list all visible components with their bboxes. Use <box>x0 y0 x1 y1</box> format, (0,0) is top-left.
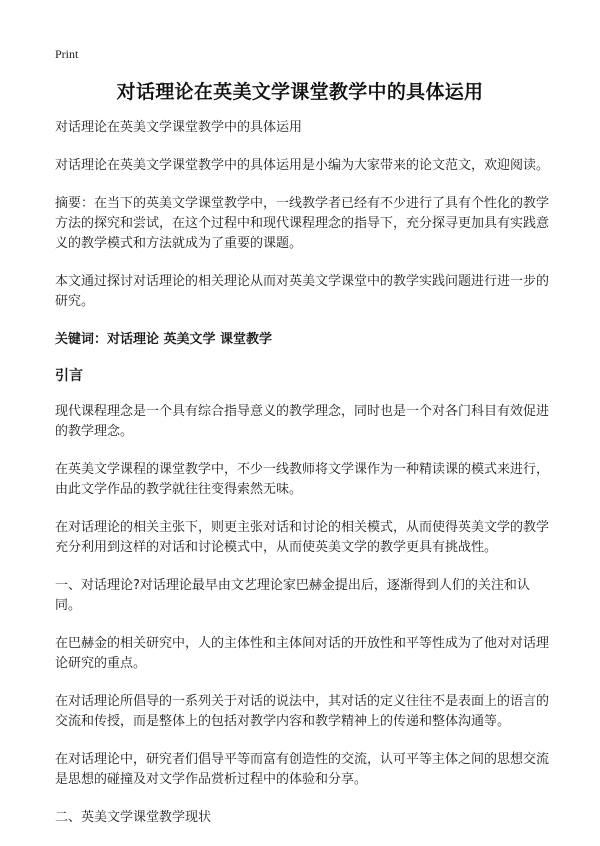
body-paragraph: 在巴赫金的相关研究中，人的主体性和主体间对话的开放性和平等性成为了他对对话理论研究的重点。 <box>55 636 550 671</box>
body-paragraph: 现代课程理念是一个具有综合指导意义的教学理念，同时也是一个对各门科目有效促进的教学理念。 <box>55 404 550 439</box>
abstract-paragraph: 摘要：在当下的英美文学课堂教学中，一线教学者已经有不少进行了具有个性化的教学方法的探究和尝试，在这个过程中和现代课程理念的指导下，充分探寻更加具有实践意义的教学模式和方法就成为了重要的课题。 <box>55 196 550 251</box>
intro-note-paragraph: 对话理论在英美文学课堂教学中的具体运用是小编为大家带来的论文范文，欢迎阅读。 <box>55 158 550 173</box>
section-heading-current-status: 二、英美文学课堂教学现状 <box>55 810 212 825</box>
section-heading-intro: 引言 <box>55 368 83 384</box>
print-link[interactable]: Print <box>55 47 79 61</box>
document-title: 对话理论在英美文学课堂教学中的具体运用 <box>116 81 484 103</box>
article-body <box>55 118 552 846</box>
subtitle-paragraph: 对话理论在英美文学课堂教学中的具体运用 <box>55 120 303 135</box>
keywords-line: 关键词：对话理论 英美文学 课堂教学 <box>55 332 273 347</box>
body-paragraph: 在英美文学课程的课堂教学中，不少一线教师将文学课作为一种精读课的模式来进行，由此文学作品的教学就往往变得索然无味。 <box>55 462 550 497</box>
purpose-paragraph: 本文通过探讨对话理论的相关理论从而对英美文学课堂中的教学实践问题进行进一步的研究。 <box>55 274 550 309</box>
body-paragraph: 在对话理论的相关主张下，则更主张对话和讨论的相关模式，从而使得英美文学的教学充分利用到这样的对话和讨论模式中，从而使英美文学的教学更具有挑战性。 <box>55 520 550 555</box>
body-paragraph: 一、对话理论?对话理论最早由文艺理论家巴赫金提出后，逐渐得到人们的关注和认同。 <box>55 578 530 613</box>
body-paragraph: 在对话理论所倡导的一系列关于对话的说法中，其对话的定义往往不是表面上的语言的交流和传授，而是整体上的包括对教学内容和教学精神上的传递和整体沟通等。 <box>55 694 550 729</box>
body-paragraph: 在对话理论中，研究者们倡导平等而富有创造性的交流，认可平等主体之间的思想交流是思想的碰撞及对文学作品赏析过程中的体验和分享。 <box>55 752 550 787</box>
